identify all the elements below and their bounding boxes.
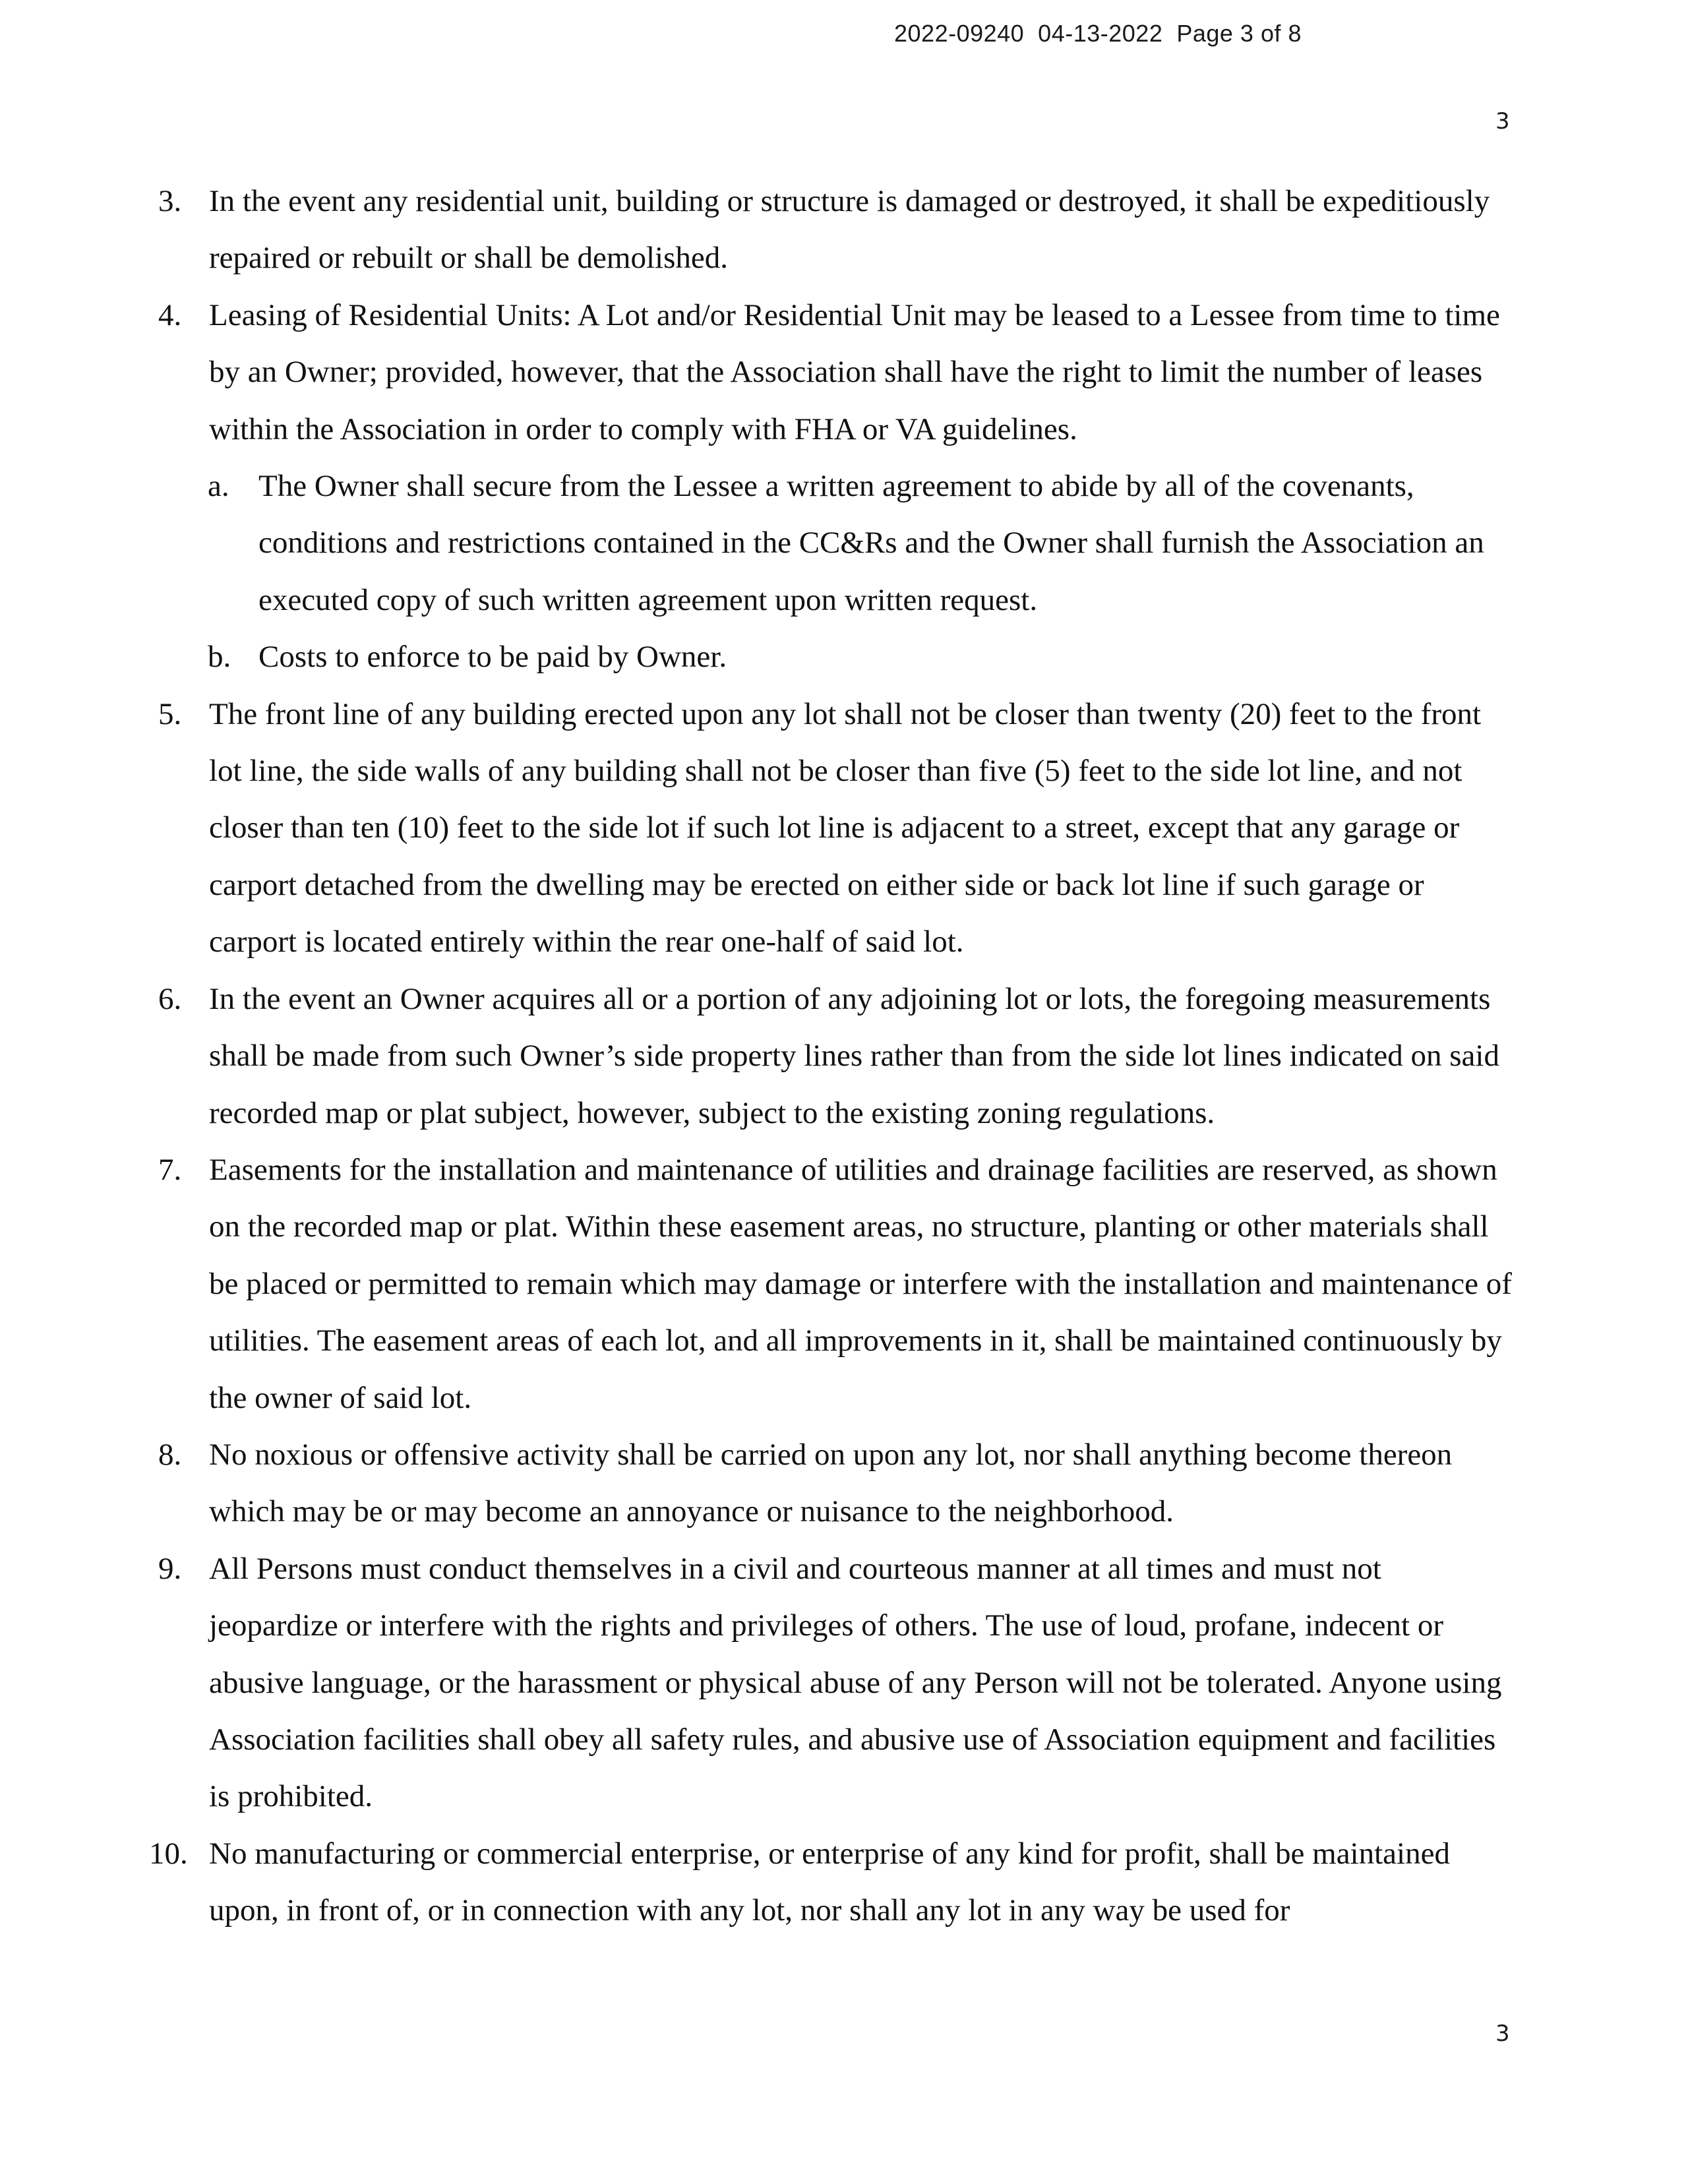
item-number: 3. xyxy=(158,184,182,218)
sub-item-text: The Owner shall secure from the Lessee a written agreement to abide by all of the covenants, conditions and restrictions contained in the CC&Rs and the Owner shall furnish the Association an executed copy of such written agreement upon written request. xyxy=(258,469,1484,617)
page-number-top: 3 xyxy=(1495,108,1510,135)
list-item-3 xyxy=(0,173,1515,287)
item-text: Leasing of Residential Units: A Lot and/or Residential Unit may be leased to a Lessee from time to time by an Owner; provided, however, that the Association shall have the right to limit the number of leases within the Association in order to comply with FHA or VA guidelines. xyxy=(209,297,1500,446)
item-text: In the event an Owner acquires all or a portion of any adjoining lot or lots, the foregoing measurements shall be made from such Owner’s side property lines rather than from the side lot lines indicated on said recorded map or plat subject, however, subject to the existing zoning regulations. xyxy=(209,981,1499,1130)
item-number: 6. xyxy=(158,981,182,1016)
list-item-8 xyxy=(0,1426,1515,1540)
sub-item-letter: b. xyxy=(208,640,231,675)
item-text: The front line of any building erected upon any lot shall not be closer than twenty (20) feet to the front lot line, the side walls of any building shall not be closer than five (5) feet to the side lot line, and not closer than ten (10) feet to the side lot if such lot line is adjacent to a street, except that any garage or carport detached from the dwelling may be erected on either side or back lot line if such garage or carport is located entirely within the rear one-half of said lot. xyxy=(209,696,1482,959)
sub-item-letter: a. xyxy=(208,469,229,504)
list-item-6 xyxy=(0,971,1515,1141)
item-number: 4. xyxy=(158,297,182,332)
item-number: 5. xyxy=(158,696,182,731)
recording-stamp: 2022-09240 04-13-2022 Page 3 of 8 xyxy=(894,20,1302,47)
item-number: 9. xyxy=(158,1551,182,1586)
item-text: No noxious or offensive activity shall be carried on upon any lot, nor shall anything become thereon which may be or may become an annoyance or nuisance to the neighborhood. xyxy=(209,1437,1453,1529)
item-text: In the event any residential unit, building or structure is damaged or destroyed, it shall be expeditiously repaired or rebuilt or shall be demolished. xyxy=(209,184,1490,276)
list-item-5 xyxy=(0,686,1515,971)
document-body xyxy=(0,173,1688,1939)
item-number: 8. xyxy=(158,1437,182,1472)
item-number: 7. xyxy=(158,1152,182,1187)
list-item-4 xyxy=(0,287,1515,458)
sub-item-text: Costs to enforce to be paid by Owner. xyxy=(258,640,727,675)
list-item-10 xyxy=(0,1825,1515,1939)
page-number-bottom: 3 xyxy=(1495,2020,1510,2047)
list-item-7 xyxy=(0,1141,1515,1426)
item-text: No manufacturing or commercial enterprise, or enterprise of any kind for profit, shall be maintained upon, in front of, or in connection with any lot, nor shall any lot in any way be used for xyxy=(209,1836,1450,1928)
item-number: 10. xyxy=(149,1836,188,1871)
item-text: All Persons must conduct themselves in a civil and courteous manner at all times and must not jeopardize or interfere with the rights and privileges of others. The use of loud, profane, indecent or abusive language, or the harassment or physical abuse of any Person will not be tolerated. Anyone using Association facilities shall obey all safety rules, and abusive use of Association equipment and facilities is prohibited. xyxy=(209,1551,1502,1814)
sub-item-b xyxy=(0,628,1515,685)
list-item-9 xyxy=(0,1540,1515,1825)
sub-item-a xyxy=(0,458,1515,628)
item-text: Easements for the installation and maintenance of utilities and drainage facilities are reserved, as shown on the recorded map or plat. Within these easement areas, no structure, planting or other materials shall be placed or permitted to remain which may damage or interfere with the installation and maintenance of utilities. The easement areas of each lot, and all improvements in it, shall be maintained continuously by the owner of said lot. xyxy=(209,1152,1512,1415)
